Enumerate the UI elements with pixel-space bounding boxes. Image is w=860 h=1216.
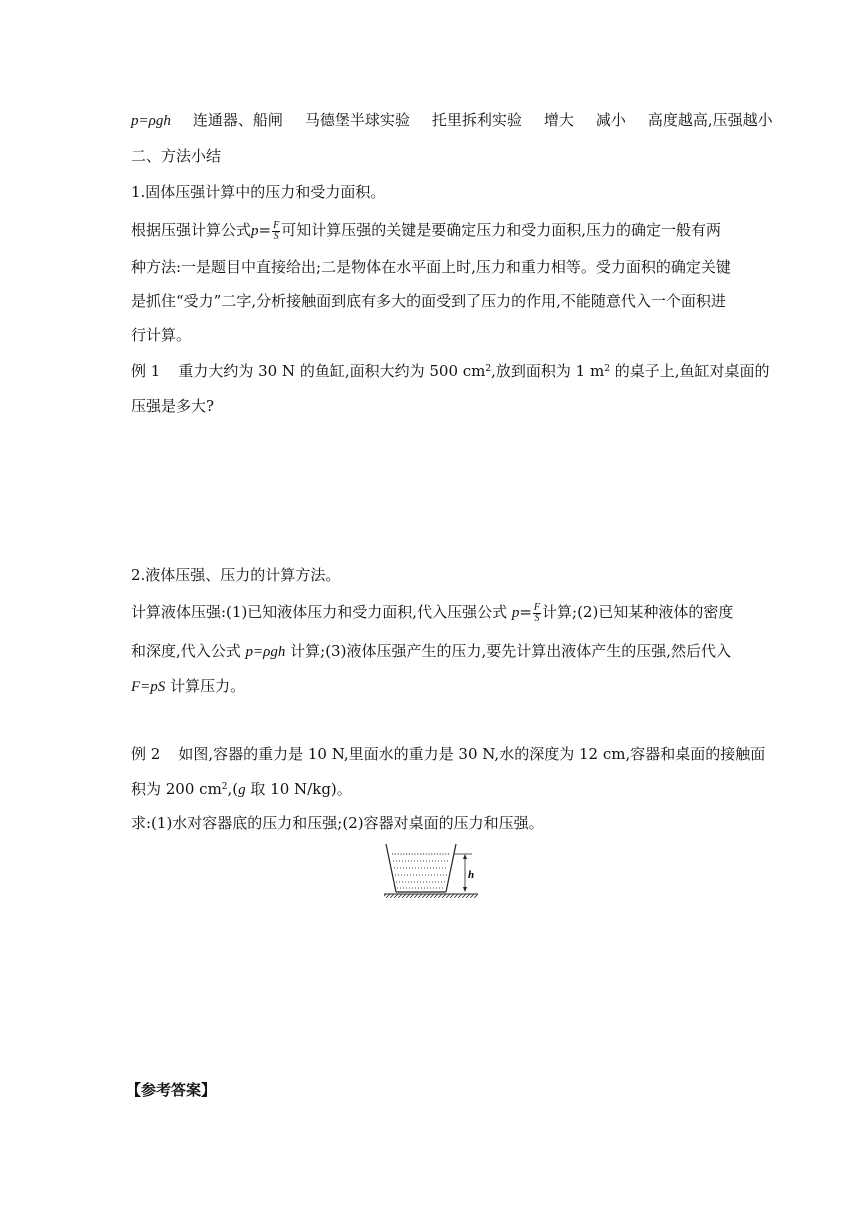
- text: 和深度,代入公式: [131, 642, 246, 660]
- part2-paragraph-line: [131, 641, 731, 662]
- part2-paragraph-line: [131, 676, 245, 697]
- fraction-numerator: F: [533, 601, 541, 613]
- table-surface: [384, 894, 478, 898]
- part2-paragraph-line: [131, 602, 733, 624]
- example2-line: [131, 744, 765, 764]
- fraction-numerator: F: [273, 219, 280, 231]
- part1-paragraph-line: 种方法:一是题目中直接给出;二是物体在水平面上时,压力和重力相等。受力面积的确定关键: [131, 258, 731, 276]
- summary-item: 增大: [543, 111, 574, 129]
- text: 取 10 N/kg)。: [245, 780, 352, 798]
- text: 积为 200 cm: [131, 780, 222, 798]
- example1-line: [131, 361, 769, 381]
- summary-formula: p=ρgh: [131, 113, 171, 129]
- fraction: [533, 603, 541, 624]
- text: 可知计算压强的关键是要确定压力和受力面积,压力的确定一般有两: [281, 221, 721, 239]
- text: 计算;(3)液体压强产生的压力,要先计算出液体产生的压强,然后代入: [285, 642, 731, 660]
- equals: =: [258, 221, 272, 239]
- gravity-symbol: g: [238, 782, 246, 798]
- formula: F=pS: [131, 679, 166, 695]
- text: ,(: [227, 780, 239, 798]
- example1-line: 压强是多大?: [131, 397, 215, 415]
- summary-item: 高度越高,压强越小: [647, 111, 773, 129]
- example2-line: [131, 779, 352, 800]
- text: 根据压强计算公式: [131, 221, 252, 239]
- fraction-denominator: S: [273, 230, 279, 242]
- equals: =: [519, 603, 532, 621]
- part2-title: 2.液体压强、压力的计算方法。: [131, 566, 341, 584]
- container-diagram: [382, 842, 492, 902]
- text: ,放到面积为 1 m: [491, 362, 605, 380]
- summary-item: 马德堡半球实验: [304, 111, 410, 129]
- summary-item: 减小: [595, 111, 626, 129]
- pressure-symbol: p: [251, 223, 259, 239]
- water-dots: [392, 854, 450, 888]
- formula: p=ρgh: [245, 644, 286, 660]
- superscript: 2: [221, 782, 228, 792]
- part1-paragraph-line: 行计算。: [131, 326, 192, 344]
- summary-item: 托里拆利实验: [431, 111, 522, 129]
- summary-item: 连通器、船闸: [192, 111, 283, 129]
- section-heading: 二、方法小结: [131, 147, 222, 165]
- summary-line: [131, 110, 773, 131]
- text: 计算压力。: [165, 677, 246, 695]
- fraction-denominator: S: [534, 612, 540, 624]
- superscript: 2: [604, 364, 610, 374]
- example-label: 例 1: [131, 362, 161, 380]
- height-label: h: [468, 869, 475, 881]
- height-indicator: [454, 854, 474, 892]
- part1-title: 1.固体压强计算中的压力和受力面积。: [131, 183, 386, 201]
- answer-heading: 【参考答案】: [126, 1081, 217, 1099]
- pressure-symbol: p: [511, 605, 520, 621]
- text: 计算液体压强:(1)已知液体压力和受力面积,代入压强公式: [131, 603, 512, 621]
- example2-question: 求:(1)水对容器底的压力和压强;(2)容器对桌面的压力和压强。: [131, 814, 544, 832]
- fraction: [272, 221, 280, 242]
- example-label: 例 2: [131, 745, 161, 763]
- text: 重力大约为 30 N 的鱼缸,面积大约为 500 cm: [178, 362, 486, 380]
- text: 计算;(2)已知某种液体的密度: [542, 603, 734, 621]
- part1-paragraph-line: 是抓住“受力”二字,分析接触面到底有多大的面受到了压力的作用,不能随意代入一个面积进: [131, 292, 726, 310]
- superscript: 2: [485, 364, 492, 374]
- text: 如图,容器的重力是 10 N,里面水的重力是 30 N,水的深度为 12 cm,容器和桌面的接触面: [178, 745, 766, 763]
- text: 的桌子上,鱼缸对桌面的: [609, 362, 770, 380]
- part1-paragraph-line: [131, 220, 721, 242]
